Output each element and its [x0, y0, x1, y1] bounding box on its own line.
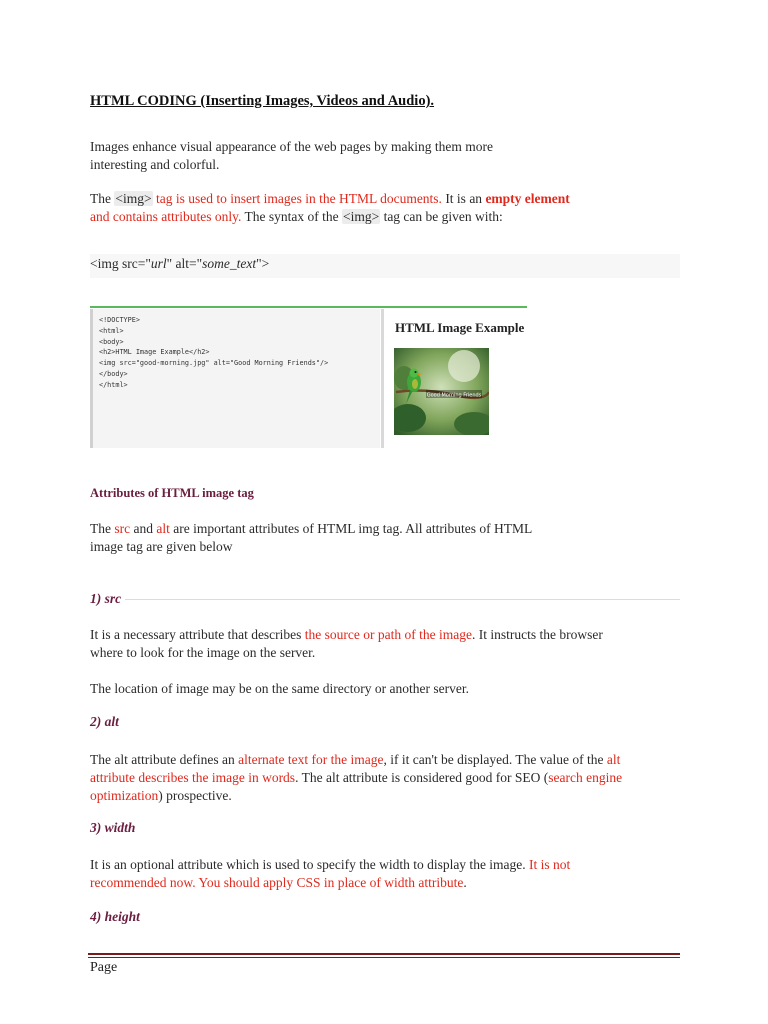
syntax-placeholder: some_text — [202, 256, 257, 271]
img-tag-code: <img> — [115, 191, 152, 206]
footer-page-label: Page — [90, 960, 118, 975]
image-caption: Good Morning Friends — [426, 392, 482, 399]
bird-photo — [394, 348, 489, 435]
code-line: <!DOCTYPE> — [99, 316, 140, 324]
highlight-text: attribute describes the image in words — [90, 770, 296, 785]
code-line: <img src="good-morning.jpg" alt="Good Morning Friends"/> — [99, 359, 329, 368]
syntax-placeholder: url — [150, 256, 167, 271]
demo-top-border — [90, 306, 527, 308]
text-run: It is an — [441, 191, 486, 206]
text-run: are important attributes of HTML img tag. All attributes of HTML — [169, 521, 533, 536]
text-run: . It instructs the browser — [472, 627, 603, 642]
text-run: , if it can't be displayed. The value of the — [383, 752, 607, 767]
text-run: The — [90, 191, 115, 206]
img-tag-code: <img> — [342, 209, 380, 224]
text-run: The — [90, 521, 115, 536]
highlight-text: and contains attributes only. — [90, 209, 242, 224]
text-run: ) prospective. — [158, 788, 232, 803]
text-run: It is a necessary attribute that describes — [90, 627, 305, 642]
syntax-part: <img src=" — [90, 256, 151, 271]
syntax-part: " alt=" — [166, 256, 203, 271]
code-line: </body> — [99, 369, 128, 378]
img-tag-paragraph — [90, 190, 570, 226]
text-run: . The alt attribute is considered good for SEO ( — [295, 770, 549, 785]
src-location-paragraph: The location of image may be on the same directory or another server. — [90, 681, 469, 696]
attributes-intro — [90, 520, 590, 556]
width-paragraph — [90, 856, 690, 892]
text-run: . — [463, 875, 467, 890]
src-paragraph — [90, 626, 690, 662]
code-line: <body> — [99, 337, 124, 346]
footer-rule-thin — [88, 957, 680, 958]
page-title: HTML CODING (Inserting Images, Videos and Audio). — [90, 93, 435, 109]
src-term: src — [114, 521, 131, 536]
text-run: The syntax of the — [241, 209, 342, 224]
width-heading: 3) width — [90, 820, 136, 835]
alt-term: alt — [156, 521, 170, 536]
alt-heading: 2) alt — [90, 714, 119, 729]
demo-code-panel — [90, 309, 380, 448]
code-line: <h2>HTML Image Example</h2> — [99, 348, 210, 357]
src-heading: 1) src — [90, 591, 122, 606]
text-run: where to look for the image on the server. — [90, 645, 316, 660]
text-run: image tag are given below — [90, 539, 233, 554]
section-divider — [125, 599, 680, 600]
attributes-heading: Attributes of HTML image tag — [90, 486, 254, 500]
code-line: <html> — [99, 326, 124, 335]
highlight-text: alt — [606, 752, 621, 767]
intro-paragraph: Images enhance visual appearance of the web pages by making them more interesting and colorful. — [90, 139, 493, 172]
highlight-text: recommended now. You should apply CSS in place of width attribute — [90, 875, 464, 890]
code-line: </html> — [99, 380, 128, 389]
syntax-part: "> — [256, 256, 270, 271]
height-heading: 4) height — [90, 909, 140, 924]
empty-element-term: empty element — [485, 191, 570, 206]
highlight-text: search engine — [548, 770, 623, 785]
syntax-line — [90, 255, 269, 273]
highlight-text: It is not — [529, 857, 571, 872]
highlight-text: alternate text for the image — [238, 752, 384, 767]
highlight-text: the source or path of the image — [304, 627, 472, 642]
demo-output-heading: HTML Image Example — [395, 320, 525, 335]
alt-paragraph — [90, 751, 690, 805]
highlight-text: optimization — [90, 788, 159, 803]
highlight-text: tag is used to insert images in the HTML documents. — [152, 191, 442, 206]
text-run: The alt attribute defines an — [90, 752, 239, 767]
text-run: It is an optional attribute which is used to specify the width to display the image. — [90, 857, 530, 872]
text-run: and — [130, 521, 157, 536]
footer-rule-thick — [88, 953, 680, 955]
text-run: tag can be given with: — [380, 209, 503, 224]
